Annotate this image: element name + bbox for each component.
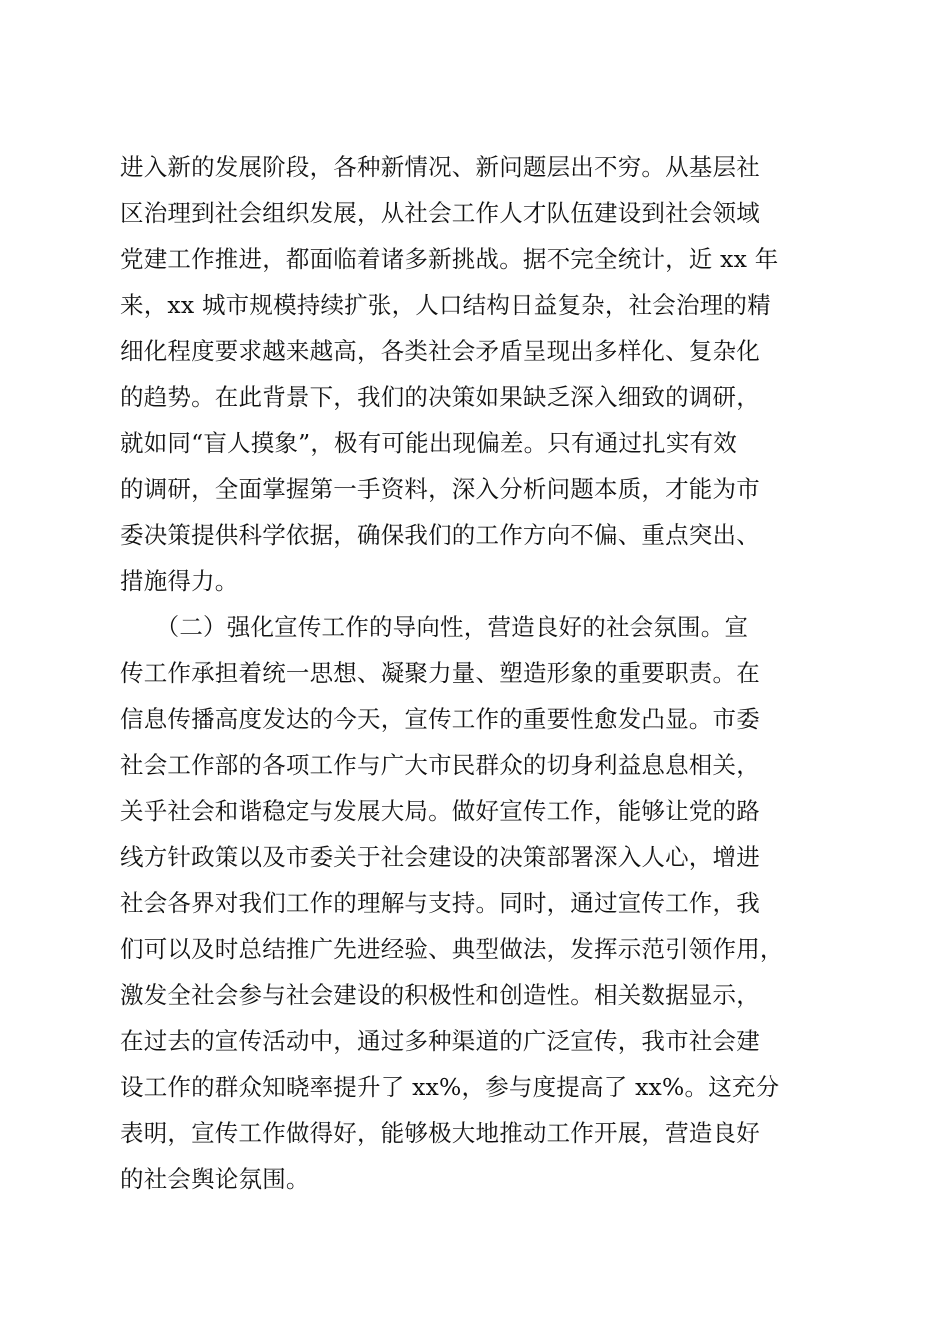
section-heading-line: （二）强化宣传工作的导向性，营造良好的社会氛围。宣 [120, 613, 749, 641]
text-line: 区治理到社会组织发展，从社会工作人才队伍建设到社会领域 [120, 199, 760, 227]
text-line: 线方针政策以及市委关于社会建设的决策部署深入人心，增进 [120, 843, 760, 871]
text-line: 表明，宣传工作做得好，能够极大地推动工作开展，营造良好 [120, 1119, 760, 1147]
text-line: 的调研，全面掌握第一手资料，深入分析问题本质，才能为市 [120, 475, 760, 503]
text-line: 社会各界对我们工作的理解与支持。同时，通过宣传工作，我 [120, 889, 760, 917]
text-line: 细化程度要求越来越高，各类社会矛盾呈现出多样化、复杂化 [120, 337, 760, 365]
text-line: 委决策提供科学依据，确保我们的工作方向不偏、重点突出、 [120, 521, 760, 549]
text-line: 进入新的发展阶段，各种新情况、新问题层出不穷。从基层社 [120, 153, 760, 181]
text-line: 党建工作推进，都面临着诸多新挑战。据不完全统计，近 xx 年 [120, 245, 779, 273]
text-line: 在过去的宣传活动中，通过多种渠道的广泛宣传，我市社会建 [120, 1027, 760, 1055]
text-line: 传工作承担着统一思想、凝聚力量、塑造形象的重要职责。在 [120, 659, 760, 687]
text-line: 措施得力。 [120, 567, 239, 595]
text-line: 就如同“盲人摸象”，极有可能出现偏差。只有通过扎实有效 [120, 429, 737, 457]
text-line: 信息传播高度发达的今天，宣传工作的重要性愈发凸显。市委 [120, 705, 760, 733]
text-line: 的社会舆论氛围。 [120, 1165, 310, 1193]
text-line: 来，xx 城市规模持续扩张，人口结构日益复杂，社会治理的精 [120, 291, 771, 319]
text-line: 们可以及时总结推广先进经验、典型做法，发挥示范引领作用， [120, 935, 784, 963]
text-line: 关乎社会和谐稳定与发展大局。做好宣传工作，能够让党的路 [120, 797, 760, 825]
body-text [120, 144, 840, 1202]
text-line: 社会工作部的各项工作与广大市民群众的切身利益息息相关， [120, 751, 760, 779]
text-line: 的趋势。在此背景下，我们的决策如果缺乏深入细致的调研， [120, 383, 760, 411]
text-line: 激发全社会参与社会建设的积极性和创造性。相关数据显示， [120, 981, 760, 1009]
text-line: 设工作的群众知晓率提升了 xx%，参与度提高了 xx%。这充分 [120, 1073, 780, 1101]
